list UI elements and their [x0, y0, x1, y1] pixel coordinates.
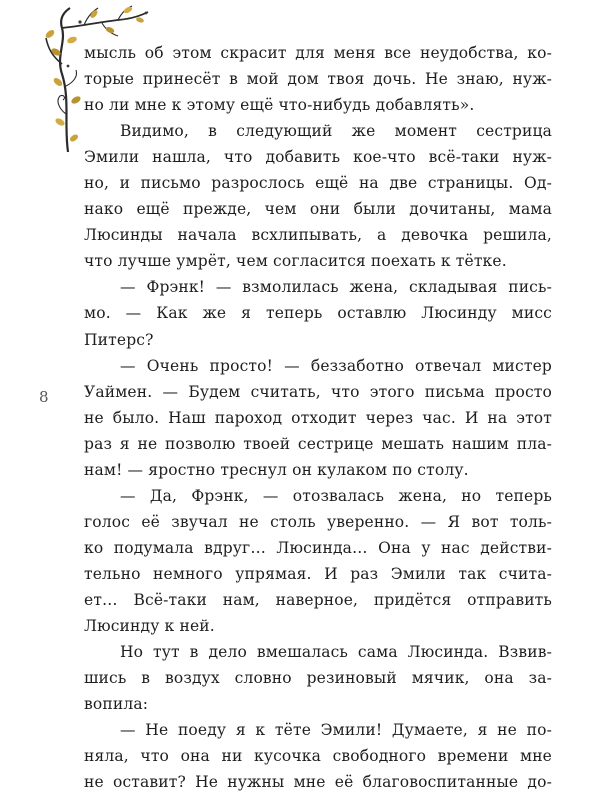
text-line: ет… Всё-таки нам, наверное, придётся отправить	[84, 590, 552, 609]
text-line: тельно немного упрямая. И раз Эмили так счита-	[84, 564, 552, 583]
text-line: ко подумала вдруг… Люсинда… Она у нас действи-	[84, 538, 552, 557]
paragraph	[84, 717, 552, 795]
text-line: но ли мне к этому ещё что-нибудь добавлять».	[84, 96, 475, 115]
paragraph	[84, 483, 552, 639]
text-line: не оставит? Не нужны мне её благовоспитанные до-	[84, 773, 552, 792]
text-line: мысль об этом скрасит для меня все неудобства, ко-	[84, 44, 552, 62]
text-line: что лучше умрёт, чем согласится поехать к тётке.	[84, 252, 507, 271]
paragraph	[84, 353, 552, 483]
text-line: нако ещё прежде, чем они были дочитаны, мама	[84, 200, 552, 219]
text-line: Уаймен. — Будем считать, что этого письма просто	[84, 382, 552, 401]
text-line: Люсинду к ней.	[84, 617, 215, 636]
paragraph	[84, 639, 552, 717]
text-line: — Не поеду я к тёте Эмили! Думаете, я не по-	[120, 721, 552, 740]
text-line: няла, что она ни кусочка свободного времени мне	[84, 747, 552, 766]
text-line: Люсинды начала всхлипывать, а девочка решила,	[84, 226, 552, 245]
text-line: вопила:	[84, 695, 149, 714]
text-line: шись в воздух словно резиновый мячик, она за-	[84, 669, 552, 688]
text-line: Но тут в дело вмешалась сама Люсинда. Взвив-	[120, 643, 552, 662]
text-line: Питерс?	[84, 330, 154, 349]
page-number: 8	[39, 388, 49, 406]
text-line: — Да, Фрэнк, — отозвалась жена, но теперь	[120, 486, 552, 505]
text-line: нам! — яростно треснул он кулаком по столу.	[84, 460, 469, 479]
body-text	[84, 40, 552, 795]
text-line: — Очень просто! — беззаботно отвечал мистер	[120, 356, 552, 375]
text-line: — Фрэнк! — взмолилась жена, складывая пись-	[120, 278, 552, 297]
text-line: Видимо, в следующий же момент сестрица	[120, 122, 552, 141]
text-line: раз я не позволю твоей сестрице мешать нашим пла-	[84, 434, 552, 453]
text-line: но, и письмо разрослось ещё на две страницы. Од-	[84, 174, 552, 193]
text-line: Эмили нашла, что добавить кое-что всё-таки нуж-	[84, 148, 552, 167]
text-line: не было. Наш пароход отходит через час. И на этот	[84, 408, 552, 427]
paragraph	[84, 118, 552, 274]
text-line: мо. — Как же я теперь оставлю Люсинду мисс	[84, 304, 552, 323]
paragraph	[84, 274, 552, 352]
text-line: голос её звучал не столь уверенно. — Я вот толь-	[84, 512, 552, 531]
paragraph	[84, 40, 552, 118]
text-line: торые принесёт в мой дом твоя дочь. Не знаю, нуж-	[84, 70, 552, 89]
